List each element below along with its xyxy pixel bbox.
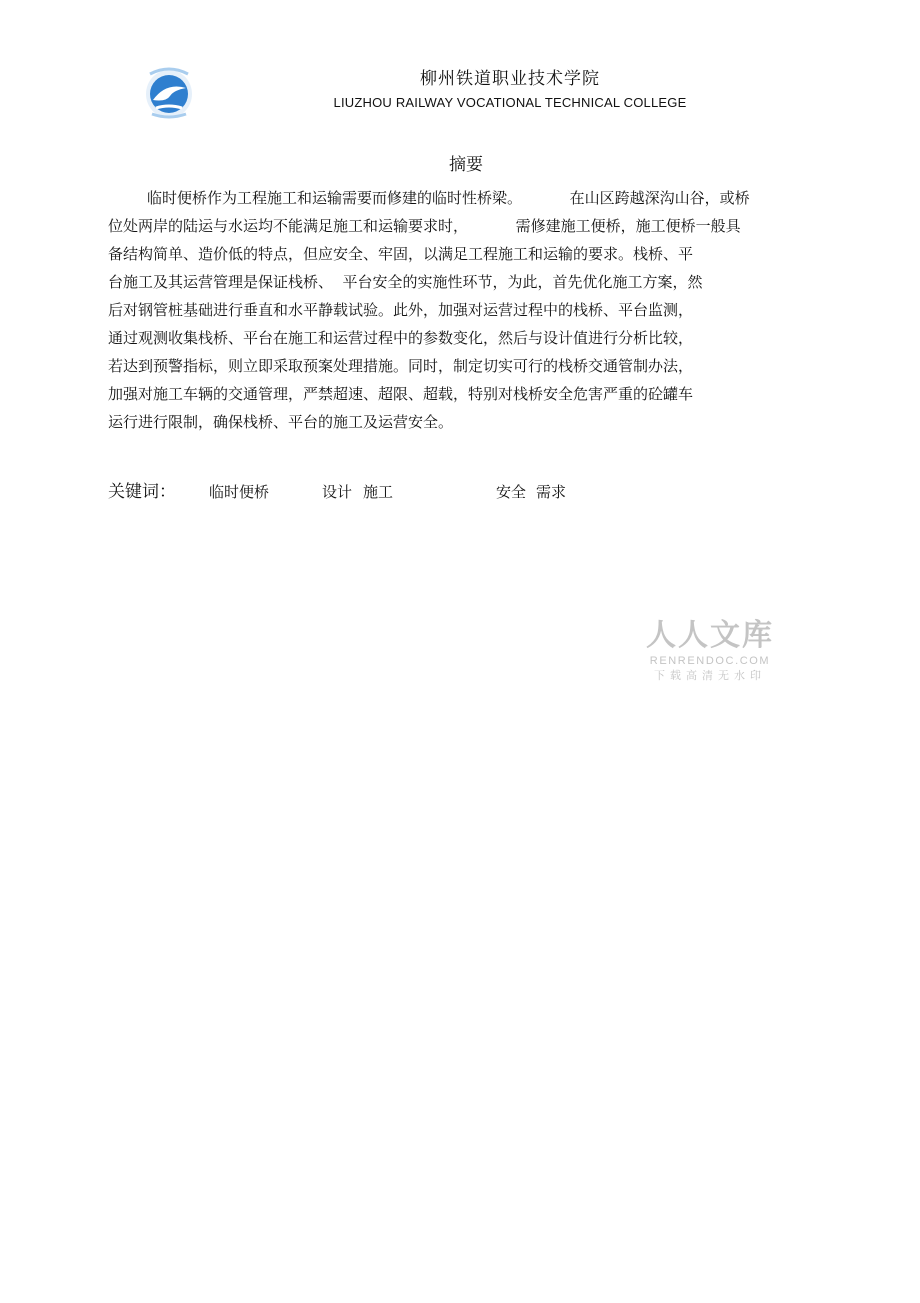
abstract-line: 加强对施工车辆的交通管理，严禁超速、超限、超载，特别对栈桥安全危害严重的砼罐车 xyxy=(108,385,694,403)
abstract-body xyxy=(108,184,828,436)
college-name-cn: 柳州铁道职业技术学院 xyxy=(420,69,600,89)
abstract-line: 后对钢管桩基础进行垂直和水平静载试验。此外，加强对运营过程中的栈桥、平台监测， xyxy=(108,301,694,319)
watermark-logo-text: 人人文库 xyxy=(646,618,774,653)
watermark xyxy=(640,618,780,684)
college-emblem-icon xyxy=(144,64,194,120)
abstract-line: 台施工及其运营管理是保证栈桥、 平台安全的实施性环节，为此，首先优化施工方案，然 xyxy=(108,273,703,291)
abstract-line: 备结构简单、造价低的特点，但应安全、牢固，以满足工程施工和运输的要求。栈桥、平 xyxy=(108,245,694,263)
watermark-url: RENRENDOC.COM xyxy=(649,655,771,667)
keyword: 安全 xyxy=(496,483,527,501)
watermark-tagline: 下载高清无水印 xyxy=(654,669,766,682)
abstract-line: 位处两岸的陆运与水运均不能满足施工和运输要求时， 需修建施工便桥，施工便桥一般具 xyxy=(108,217,741,235)
college-name-en: LIUZHOU RAILWAY VOCATIONAL TECHNICAL COLLEGE xyxy=(333,95,687,110)
keyword: 临时便桥 xyxy=(209,483,270,501)
keyword: 需求 xyxy=(536,483,567,501)
abstract-line: 若达到预警指标，则立即采取预案处理措施。同时，制定切实可行的栈桥交通管制办法， xyxy=(108,357,694,375)
abstract-title: 摘要 xyxy=(449,155,483,175)
abstract-line: 临时便桥作为工程施工和运输需要而修建的临时性桥梁。 在山区跨越深沟山谷，或桥 xyxy=(147,189,750,207)
abstract-line: 通过观测收集栈桥、平台在施工和运营过程中的参数变化，然后与设计值进行分析比较， xyxy=(108,329,694,347)
keyword: 设计 xyxy=(322,483,353,501)
abstract-line: 运行进行限制，确保栈桥、平台的施工及运营安全。 xyxy=(108,413,454,431)
keyword: 施工 xyxy=(363,483,394,501)
keywords-label: 关键词： xyxy=(108,482,176,502)
